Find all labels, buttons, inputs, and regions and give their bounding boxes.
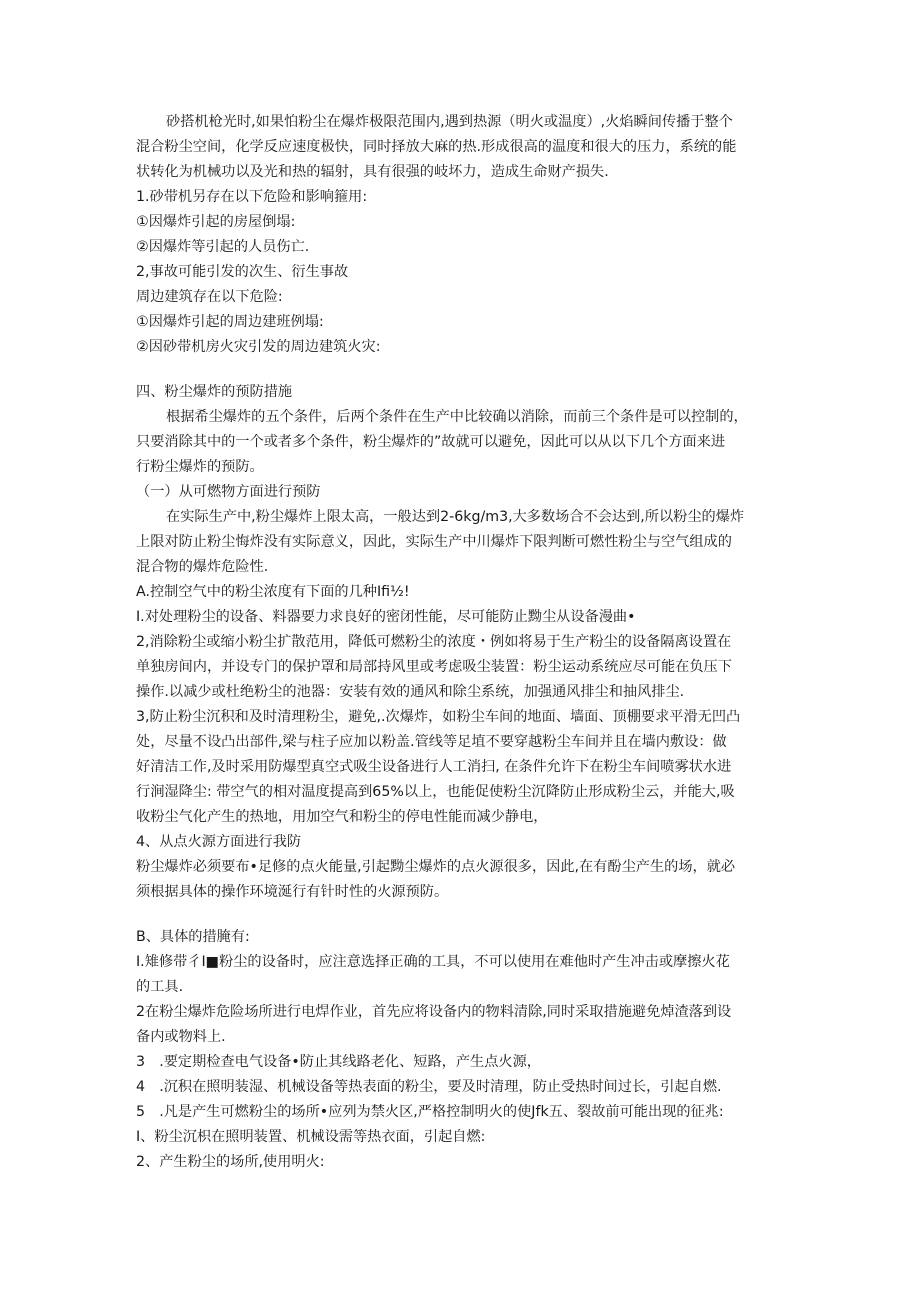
text-line: 4 .沉积在照明装湿、机械设备等热表面的粉尘，要及时清理，防止受热时间过长，引起自燃. bbox=[136, 1079, 722, 1095]
text-line: 5 .凡是产生可燃粉尘的场所•应列为禁火区,严格控制明火的使Jfk五、裂故前可能出现的征兆: bbox=[136, 1104, 724, 1120]
text-line: 好清洁工作,及时采用防爆型真空式吸尘设备进行人工消扫, 在条件允许下在粉尘车间喷雾状水进 bbox=[136, 759, 732, 775]
text-line: B、具体的措腌有: bbox=[136, 929, 250, 945]
text-line: 混合粉尘空间，化学反应速度极快，同时择放大麻的热.形成很高的温度和很大的压力，系统的能 bbox=[136, 139, 737, 155]
document-page bbox=[136, 110, 786, 1175]
text-line: 1.砂带机另存在以下危险和影响箍用: bbox=[136, 189, 368, 205]
text-line: 只要消除其中的一个或者多个条件，粉尘爆炸的”故就可以避免，因此可以从以下几个方面来进 bbox=[136, 434, 726, 450]
text-line: 的工具. bbox=[136, 979, 184, 995]
spacer bbox=[136, 360, 786, 380]
text-line: ①因爆炸引起的周边建班例塌: bbox=[136, 314, 324, 330]
text-line: 砂搭机枪光时,如果怕粉尘在爆炸极限范围内,遇到热源（明火或温度）,火焰瞬间传播于整个 bbox=[166, 114, 733, 130]
text-line: 混合物的爆炸危险性. bbox=[136, 559, 269, 575]
text-line: 收粉尘气化产生的热地，用加空气和粉尘的停电性能而减少静电， bbox=[136, 809, 548, 825]
text-line: 操作.以减少或杜绝粉尘的池器：安装有效的通风和除尘系统，加强通风排尘和抽风排尘. bbox=[136, 684, 685, 700]
text-line: 行涧湿降尘: 带空气的相对温度提高到65%以上，也能促使粉尘沉降防止形成粉尘云，并能大,吸 bbox=[136, 784, 735, 800]
text-line: （一）从可燃物方面进行预防 bbox=[136, 484, 321, 500]
text-line: 在实际生产中,粉尘爆炸上限太高，一般达到2-6kg/m3,大多数场合不会达到,所以粉尘的爆炸 bbox=[166, 509, 745, 525]
text-line: 四、粉尘爆炸的预防措施 bbox=[136, 384, 293, 400]
text-line: 3,防止粉尘沉积和及时清理粉尘，避免,.次爆炸，如粉尘车间的地面、墙面、顶棚要求平滑无凹凸 bbox=[136, 709, 741, 725]
text-line: I、粉尘沉枳在照明装置、机械设需等热衣面，引起自燃: bbox=[136, 1129, 486, 1145]
text-line: I.对处理粉尘的设备、料器要力求良好的密闭性能，尽可能防止黝尘从设备漫曲• bbox=[136, 609, 636, 625]
text-line: ②因爆炸等引起的人员伤亡. bbox=[136, 239, 310, 255]
text-line: 单独房间内，并设专门的保护罩和局部持风里或考虑吸尘装置：粉尘运动系统应尽可能在负压下 bbox=[136, 659, 732, 675]
text-line: 根据希尘爆炸的五个条件，后两个条件在生产中比较确以消除，而前三个条件是可以控制的， bbox=[166, 409, 748, 425]
text-line: I.雉修带彳I■粉尘的设备时，应注意选择正确的工具，不可以使用在难他时产生冲击或摩擦火花 bbox=[136, 954, 730, 970]
text-line: 2、产生粉尘的场所,使用明火: bbox=[136, 1154, 325, 1170]
text-line: 处，尽量不设凸出部件,梁与柱子应加以粉盖.管线等足埴不要穿越粉尘车间并且在墙内敷设：做 bbox=[136, 734, 727, 750]
text-line: 行粉尘爆炸的预防。 bbox=[136, 459, 264, 475]
text-line: 周边建筑存在以下危险: bbox=[136, 289, 283, 305]
text-line: 须根据具体的操作环境涎行有针时性的火源预防。 bbox=[136, 884, 449, 900]
text-line: 2,事故可能引发的次生、衍生事故 bbox=[136, 264, 349, 280]
text-line: A.控制空气中的粉尘浓度有下面的几种Ifi½! bbox=[136, 584, 410, 600]
text-line: 3 .要定期检查电气设备•防止其线路老化、短路，产生点火源， bbox=[136, 1054, 541, 1070]
text-line: 状转化为机械功以及光和热的辐射，具有很强的岐坏力，造成生命财产损失. bbox=[136, 164, 609, 180]
text-line: 2在粉尘爆炸危险场所进行电焊作业，首先应将设备内的物料清除,同时采取措施避免焯渣落到设 bbox=[136, 1004, 732, 1020]
paragraph-block-measures bbox=[136, 925, 786, 1175]
paragraph-block-hazards bbox=[136, 110, 786, 360]
text-line: 4、从点火源方面进行我防 bbox=[136, 834, 302, 850]
text-line: 2,消除粉尘或缩小粉尘扩散范用，降低可燃粉尘的浓度・例如将易于生产粉尘的设备隔离设置在 bbox=[136, 634, 732, 650]
spacer bbox=[136, 905, 786, 925]
text-line: 粉尘爆炸必须要布•足修的点火能量,引起黝尘爆炸的点火源很多，因此,在有酚尘产生的场，就必 bbox=[136, 859, 736, 875]
paragraph-block-prevention bbox=[136, 380, 786, 905]
text-line: 上限对防止粉尘悔炸没有实际意义，因此，实际生产中川爆炸下限判断可燃性粉尘与空气组成的 bbox=[136, 534, 732, 550]
text-line: ②因砂带机房火灾引发的周边建筑火灾: bbox=[136, 339, 381, 355]
text-line: 备内或物料上. bbox=[136, 1029, 226, 1045]
text-line: ①因爆炸引起的房屋倒塌: bbox=[136, 214, 296, 230]
